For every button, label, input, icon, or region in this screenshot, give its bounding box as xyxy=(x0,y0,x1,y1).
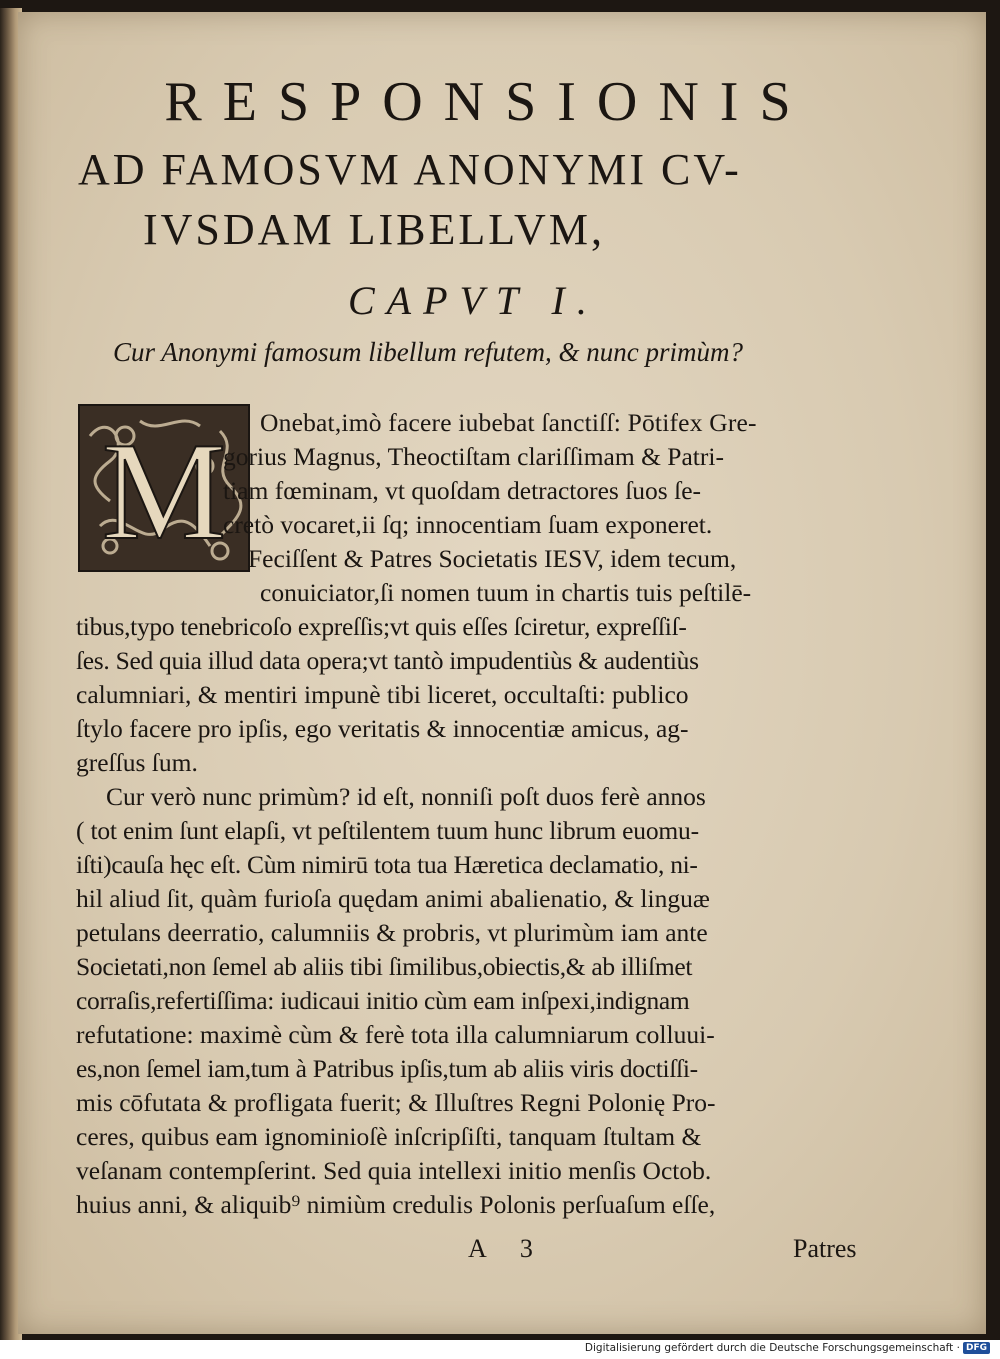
body-line: tiam fœminam, vt quoſdam detractores ſuos ſe- xyxy=(223,476,702,505)
body-line: iſti)cauſa hęc eſt. Cùm nimirū tota tua Hæretica declamatio, ni- xyxy=(76,850,698,879)
body-line: huius anni, & aliquib⁹ nimiùm credulis Polonis perſuaſum eſſe, xyxy=(76,1190,716,1219)
body-line: hil aliud ſit, quàm furioſa quędam animi abalienatio, & linguæ xyxy=(76,884,710,913)
initial-letter: M xyxy=(101,414,227,569)
body-line: veſanam contempſerint. Sed quia intellexi initio menſis Octob. xyxy=(76,1156,712,1185)
signature-mark: A 3 xyxy=(468,1234,547,1263)
body-line: tibus,typo tenebricoſo expreſſis;vt quis eſſes ſciretur, expreſſiſ- xyxy=(76,612,687,641)
body-line: gorius Magnus, Theoctiſtam clariſſimam & Patri- xyxy=(223,442,724,471)
chapter-heading: CAPVT I. xyxy=(348,278,599,323)
body-line: mis cōfutata & profligata fuerit; & Illuſtres Regni Polonię Pro- xyxy=(76,1088,716,1117)
body-line: Societati,non ſemel ab aliis tibi ſimilibus,obiectis,& ab illiſmet xyxy=(76,952,693,981)
body-line: cretò vocaret,ii ſq; innocentiam ſuam exponeret. xyxy=(223,510,713,539)
credit-text: Digitalisierung gefördert durch die Deutsche Forschungsgemeinschaft · xyxy=(584,1342,960,1354)
title-line-1: RESPONSIONIS xyxy=(164,71,812,133)
body-line: petulans deerratio, calumniis & probris, vt plurimùm iam ante xyxy=(76,918,708,947)
body-line: ( tot enim ſunt elapſi, vt peſtilentem tuum hunc librum euomu- xyxy=(76,816,699,845)
title-line-3: IVSDAM LIBELLVM, xyxy=(143,205,605,254)
book-page xyxy=(18,12,986,1334)
dfg-logo: DFG xyxy=(963,1342,990,1354)
body-line: Onebat,imò facere iubebat ſanctiſſ: Pōtifex Gre- xyxy=(260,408,757,437)
title-line-2: AD FAMOSVM ANONYMI CV- xyxy=(78,145,742,194)
body-line: Feciſſent & Patres Societatis IESV, idem tecum, xyxy=(248,544,737,573)
body-line: es,non ſemel iam,tum à Patribus ipſis,tum ab aliis viris doctiſſi- xyxy=(76,1054,698,1083)
body-line: ceres, quibus eam ignominioſè inſcripſiſti, tanquam ſtultam & xyxy=(76,1122,702,1151)
body-line: conuiciator,ſi nomen tuum in chartis tuis peſtilē- xyxy=(260,578,752,607)
body-line: greſſus ſum. xyxy=(76,748,198,777)
body-line: refutatione: maximè cùm & ferè tota illa calumniarum colluui- xyxy=(76,1020,715,1049)
catchword: Patres xyxy=(793,1234,857,1263)
body-line: ſes. Sed quia illud data opera;vt tantò impudentiùs & audentiùs xyxy=(76,646,699,675)
digitization-credit xyxy=(585,1342,990,1354)
body-line: Cur verò nunc primùm? id eſt, nonniſi poſt duos ferè annos xyxy=(106,782,706,811)
body-line: calumniari, & mentiri impunè tibi liceret, occultaſti: publico xyxy=(76,680,689,709)
chapter-subtitle: Cur Anonymi famosum libellum refutem, & nunc primùm? xyxy=(113,337,743,367)
body-line: ſtylo facere pro ipſis, ego veritatis & innocentiæ amicus, ag- xyxy=(76,714,689,743)
body-line: corraſis,refertiſſima: iudicaui initio cùm eam inſpexi,indignam xyxy=(76,986,690,1015)
